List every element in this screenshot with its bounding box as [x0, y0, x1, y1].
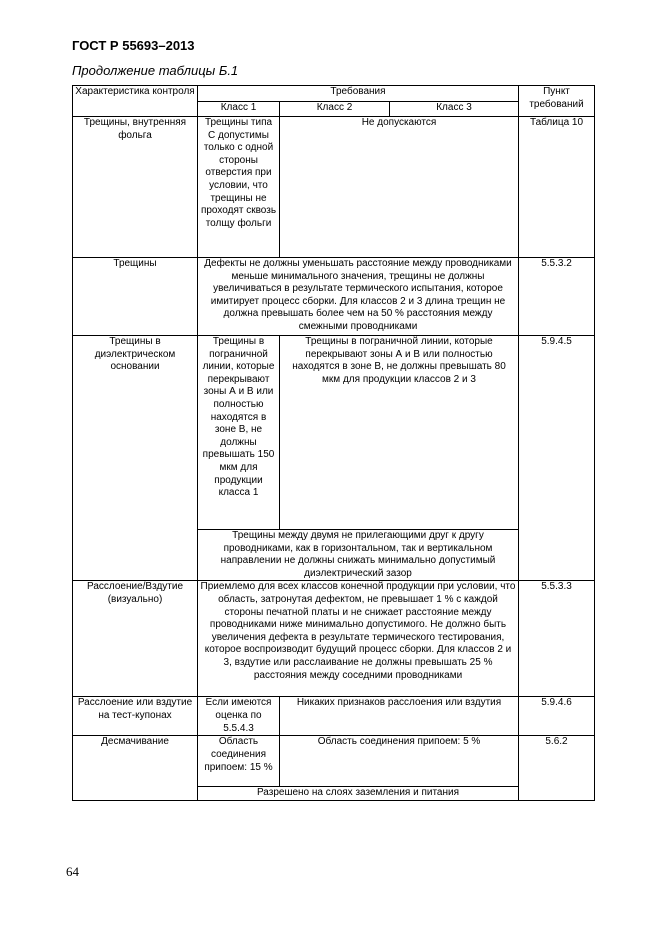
row-inner-foil-cracks-clause: Таблица 10 — [519, 117, 595, 258]
row-cracks-name: Трещины — [73, 258, 198, 336]
table-row — [73, 697, 595, 736]
row-dewetting-class1: Область соединения припоем: 15 % — [198, 736, 280, 787]
row-delamination-visual-clause: 5.5.3.3 — [519, 581, 595, 697]
row-dielectric-cracks-clause: 5.9.4.5 — [519, 336, 595, 581]
table-row — [73, 736, 595, 787]
row-delamination-coupons-class23: Никаких признаков расслоения или вздутия — [280, 697, 519, 736]
row-dewetting-clause: 5.6.2 — [519, 736, 595, 801]
table-row — [73, 581, 595, 697]
row-cracks-all: Дефекты не должны уменьшать расстояние между проводниками меньше минимального значения, трещины не должны увеличиваться в результате термического испытания, которое имитирует процесс сборки. Для классов 2 и 3 длина трещин не должна превышать более чем на 50 % расстояния между смежными проводниками — [198, 258, 519, 336]
header-class-3: Класс 3 — [390, 101, 519, 117]
row-inner-foil-cracks-class23: Не допускаются — [280, 117, 519, 258]
table-caption: Продолжение таблицы Б.1 — [72, 63, 239, 78]
header-class-2: Класс 2 — [280, 101, 390, 117]
row-delamination-coupons-class1: Если имеются оценка по 5.5.4.3 — [198, 697, 280, 736]
requirements-table — [72, 85, 595, 801]
header-requirements: Требования — [198, 86, 519, 102]
table-header-row — [73, 86, 595, 102]
table-row — [73, 117, 595, 258]
row-dewetting-class23: Область соединения припоем: 5 % — [280, 736, 519, 787]
row-dewetting-all: Разрешено на слоях заземления и питания — [198, 787, 519, 801]
row-dielectric-cracks-class1: Трещины в пограничной линии, которые перекрывают зоны А и В или полностью находятся в зоне В, не должны превышать 150 мкм для продукции класса 1 — [198, 336, 280, 530]
table-row — [73, 336, 595, 530]
row-cracks-clause: 5.5.3.2 — [519, 258, 595, 336]
row-inner-foil-cracks-name: Трещины, внутренняя фольга — [73, 117, 198, 258]
row-delamination-coupons-clause: 5.9.4.6 — [519, 697, 595, 736]
header-clause: Пункт требований — [519, 86, 595, 117]
header-characteristic: Характеристика контроля — [73, 86, 198, 117]
page-number: 64 — [66, 864, 79, 879]
row-dewetting-name: Десмачивание — [73, 736, 198, 801]
row-delamination-visual-all: Приемлемо для всех классов конечной продукции при условии, что область, затронутая дефектом, не превышает 1 % с каждой стороны печатной платы и не снижает расстояние между проводниками ниже минимально допустимого. Не должно быть увеличения дефекта в результате термического тестирования, которое воспроизводит будущий процесс сборки. Для классов 2 и 3, вздутие или расслаивание не должны превышать 25 % расстояния между соседними проводниками — [198, 581, 519, 697]
row-delamination-coupons-name: Расслоение или вздутие на тест-купонах — [73, 697, 198, 736]
row-dielectric-cracks-name: Трещины в диэлектрическом основании — [73, 336, 198, 581]
row-inner-foil-cracks-class1: Трещины типа С допустимы только с одной стороны отверстия при условии, что трещины не проходят сквозь толщу фольги — [198, 117, 280, 258]
header-class-1: Класс 1 — [198, 101, 280, 117]
row-dielectric-cracks-class23: Трещины в пограничной линии, которые перекрывают зоны А и В или полностью находятся в зоне В, не должны превышать 80 мкм для продукции классов 2 и 3 — [280, 336, 519, 530]
row-dielectric-cracks-all: Трещины между двумя не прилегающими друг к другу проводниками, как в горизонтальном, так и вертикальном направлении не должны снижать минимально допустимый диэлектрический зазор — [198, 530, 519, 581]
table-row — [73, 258, 595, 336]
document-header: ГОСТ Р 55693–2013 — [72, 38, 195, 53]
row-delamination-visual-name: Расслоение/Вздутие (визуально) — [73, 581, 198, 697]
